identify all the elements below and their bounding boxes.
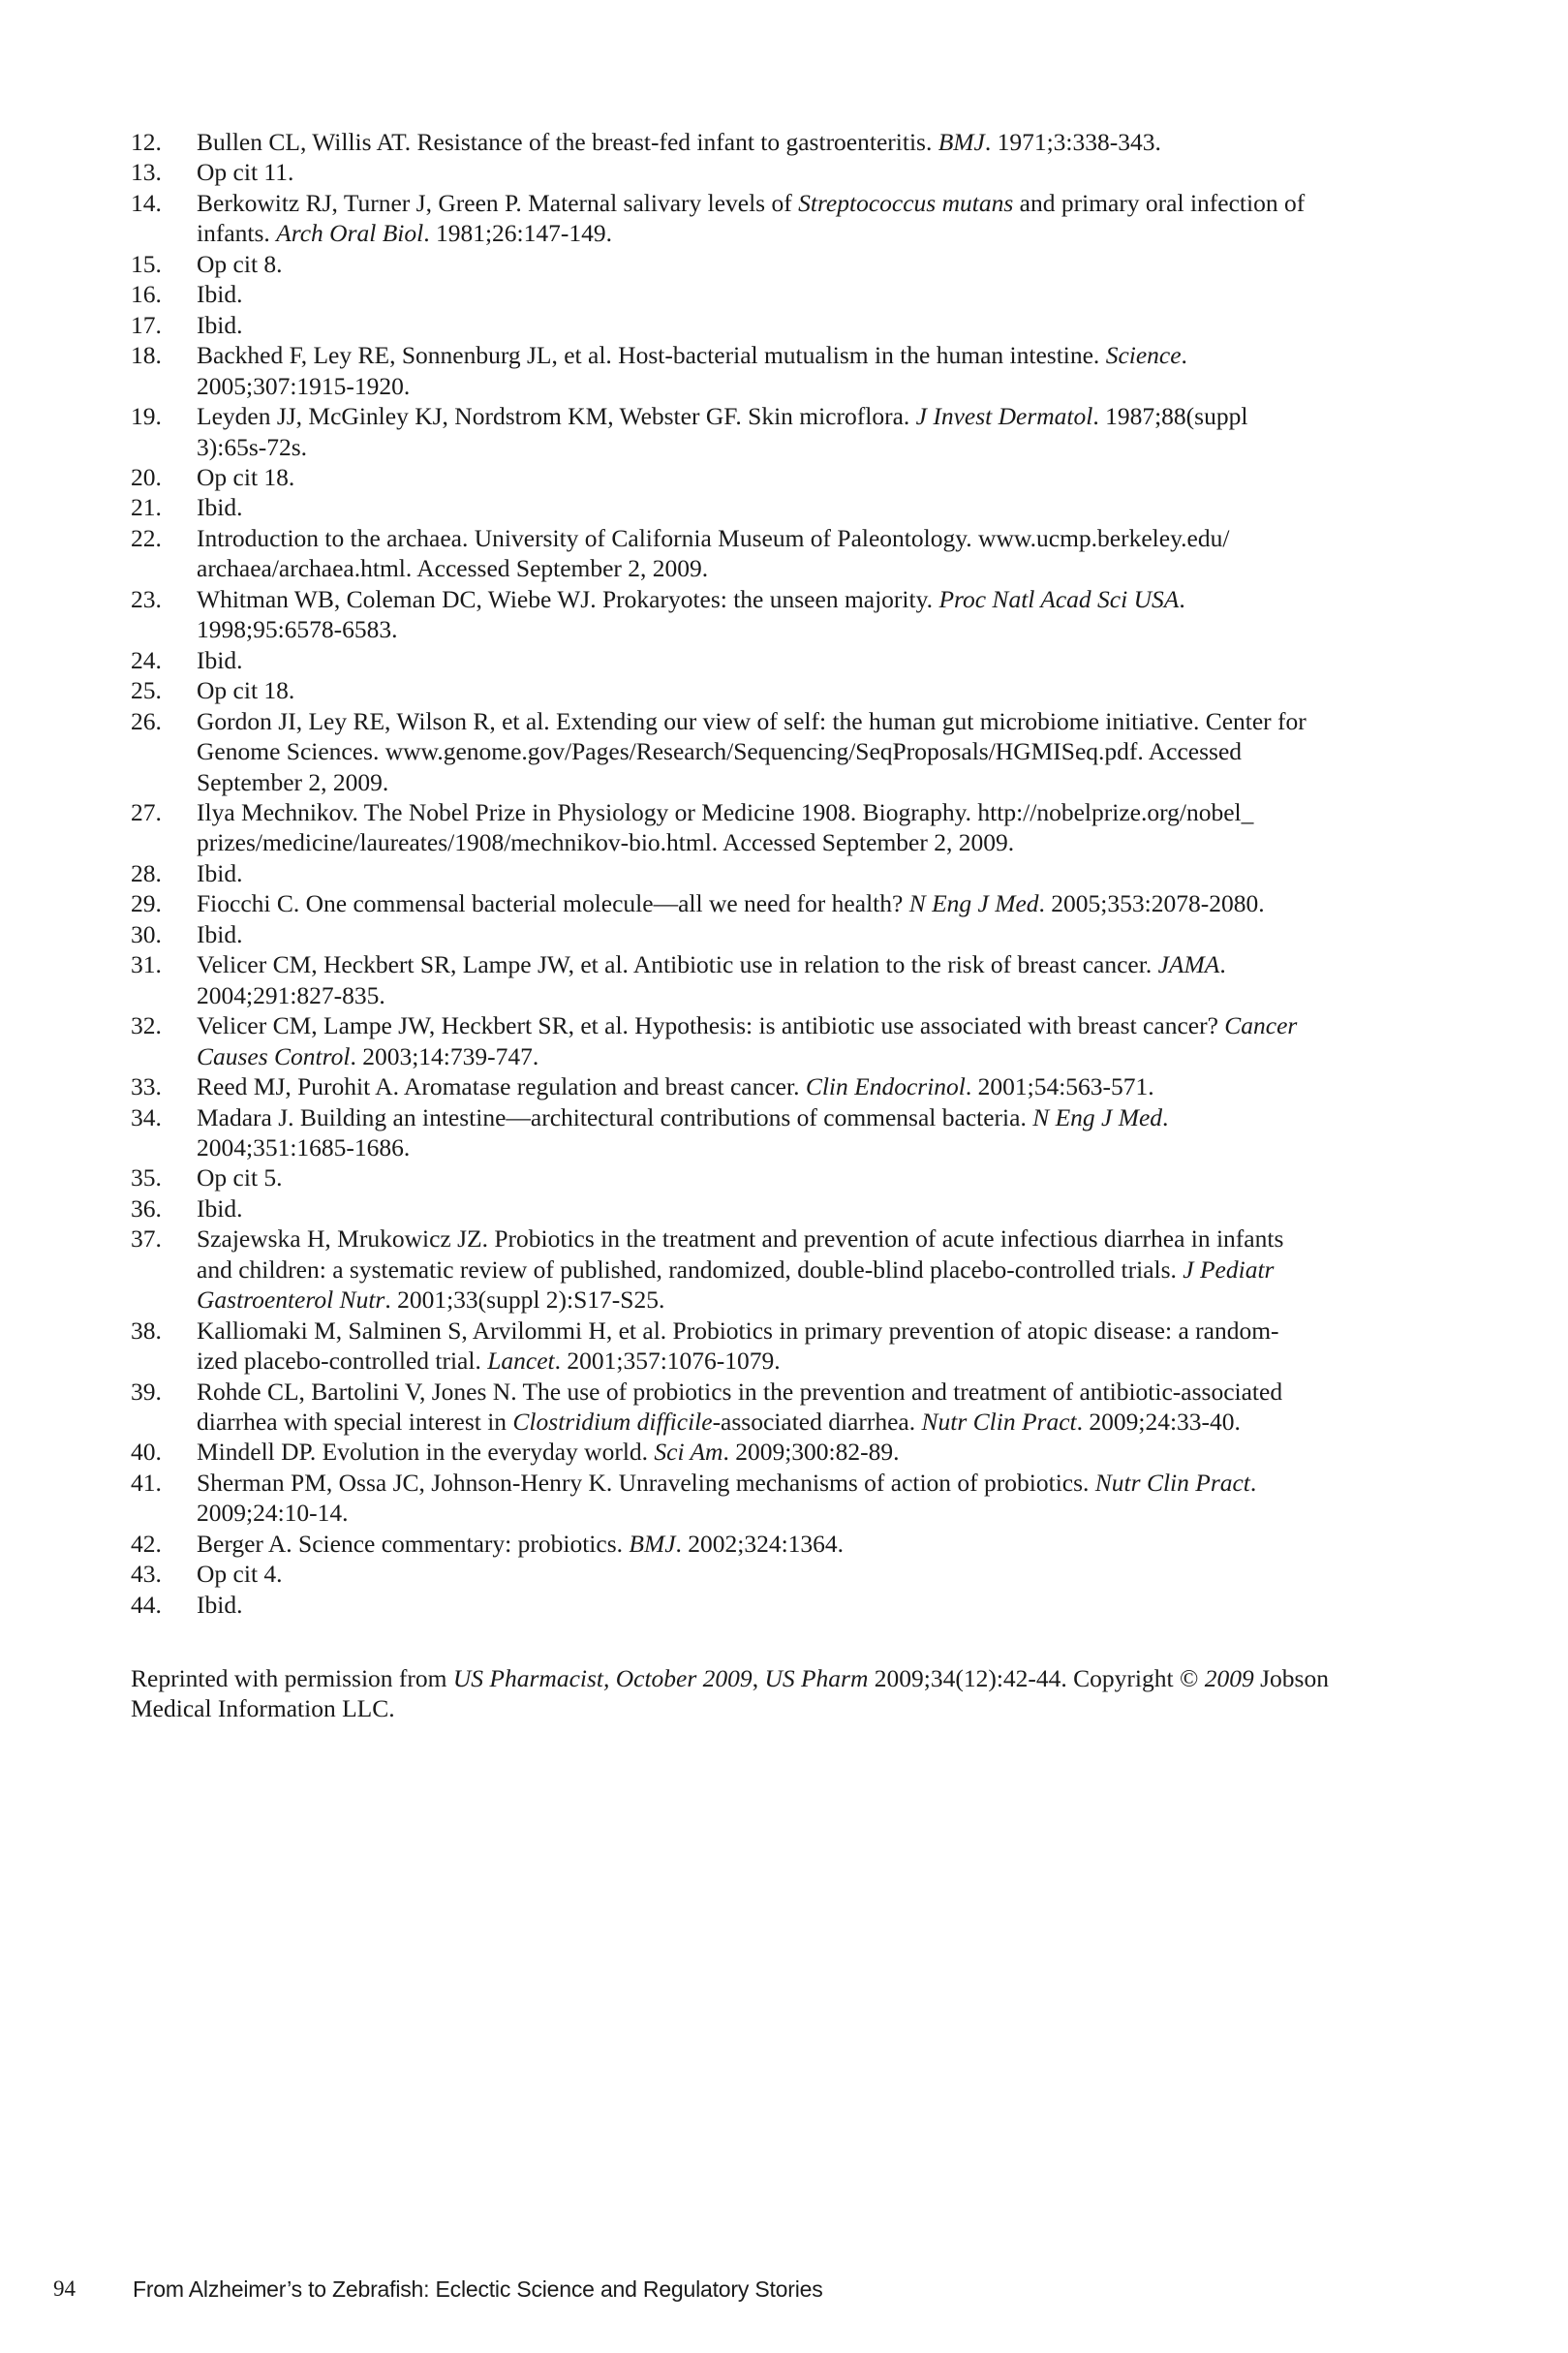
reference-number: 24. — [131, 645, 162, 674]
reference-text — [197, 706, 1429, 797]
text-line — [197, 127, 1429, 157]
citation-text: . 2009;300:82-89. — [723, 1438, 900, 1467]
text-line — [197, 1162, 1429, 1192]
text-line — [197, 614, 1429, 644]
citation-text: Fiocchi C. One commensal bacterial molecule—all we need for health? — [197, 889, 909, 918]
reference-text — [197, 1529, 1429, 1559]
reference-number: 33. — [131, 1072, 162, 1101]
reprint-notice — [131, 1663, 1429, 1724]
citation-text: Medical Information LLC. — [131, 1694, 395, 1723]
italic-citation-text: J Pediatr — [1183, 1254, 1275, 1284]
citation-text: . — [1219, 950, 1226, 979]
reference-text — [197, 462, 1429, 492]
italic-citation-text: J Invest Dermatol — [915, 402, 1093, 431]
reference-number: 22. — [131, 523, 162, 552]
text-line — [197, 980, 1429, 1010]
citation-text: . — [1162, 1102, 1169, 1131]
citation-text: 2004;291:827-835. — [197, 980, 385, 1009]
reference-item — [131, 401, 1429, 462]
text-line — [197, 157, 1429, 187]
reference-text — [197, 797, 1429, 858]
citation-text: . 2001;54:563-571. — [965, 1072, 1154, 1101]
text-line — [197, 1010, 1429, 1040]
citation-text: Ibid. — [197, 1193, 243, 1223]
reference-number: 40. — [131, 1438, 162, 1467]
page-footer — [0, 2275, 1568, 2306]
citation-text: Op cit 8. — [197, 249, 283, 278]
book-title: From Alzheimer’s to Zebrafish: Eclectic Science and Regulatory Stories — [133, 2276, 823, 2302]
reference-item — [131, 645, 1429, 675]
italic-citation-text: 2009 — [1204, 1664, 1254, 1692]
reference-number: 31. — [131, 950, 162, 979]
text-line — [197, 218, 1429, 248]
text-line — [131, 1663, 1429, 1693]
italic-citation-text: Nutr Clin Pract — [921, 1408, 1077, 1437]
reference-item — [131, 188, 1429, 249]
text-line — [197, 1102, 1429, 1132]
reference-item — [131, 279, 1429, 309]
reference-item — [131, 675, 1429, 705]
reference-item — [131, 919, 1429, 949]
reference-text — [197, 249, 1429, 279]
reference-number: 39. — [131, 1377, 162, 1406]
reference-number: 36. — [131, 1193, 162, 1223]
citation-text: Madara J. Building an intestine—architectural contributions of commensal bacteria. — [197, 1102, 1033, 1131]
reference-text — [197, 1162, 1429, 1192]
text-line — [131, 1693, 1429, 1723]
text-line — [197, 340, 1429, 370]
reference-number: 19. — [131, 402, 162, 431]
reference-item — [131, 1437, 1429, 1467]
citation-text: Ibid. — [197, 858, 243, 887]
citation-text: Berkowitz RJ, Turner J, Green P. Maternal salivary levels of — [197, 188, 799, 217]
citation-text: ized placebo-controlled trial. — [197, 1347, 488, 1376]
italic-citation-text: US Pharm — [764, 1664, 869, 1692]
text-line — [197, 736, 1429, 766]
reference-number: 43. — [131, 1560, 162, 1589]
citation-text: -associated diarrhea. — [712, 1408, 922, 1437]
text-line — [197, 310, 1429, 340]
citation-text: diarrhea with special interest in — [197, 1408, 513, 1437]
italic-citation-text: Lancet — [487, 1347, 555, 1376]
citation-text: Sherman PM, Ossa JC, Johnson-Henry K. Unraveling mechanisms of action of probiotics. — [197, 1468, 1095, 1497]
italic-citation-text: Science — [1105, 341, 1182, 370]
reference-text — [197, 157, 1429, 187]
text-line — [197, 1254, 1429, 1285]
citation-text: 2004;351:1685-1686. — [197, 1132, 411, 1161]
reference-item — [131, 249, 1429, 279]
citation-text: Kalliomaki M, Salminen S, Arvilommi H, et al. Probiotics in primary prevention of atopic disease: a random- — [197, 1316, 1279, 1345]
reference-item — [131, 1316, 1429, 1377]
italic-citation-text: Arch Oral Biol — [276, 219, 424, 248]
citation-text: . 2001;357:1076-1079. — [554, 1347, 781, 1376]
reference-item — [131, 1071, 1429, 1101]
reference-number: 42. — [131, 1529, 162, 1558]
reference-number: 32. — [131, 1011, 162, 1040]
citation-text: Ibid. — [197, 280, 243, 309]
text-line — [197, 797, 1429, 827]
reference-item — [131, 706, 1429, 797]
italic-citation-text: Nutr Clin Pract — [1094, 1468, 1250, 1497]
citation-text: Velicer CM, Lampe JW, Heckbert SR, et al. Hypothesis: is antibiotic use associated with breast cancer? — [197, 1011, 1225, 1040]
reference-item — [131, 157, 1429, 187]
citation-text: Ibid. — [197, 310, 243, 339]
reference-item — [131, 858, 1429, 888]
text-line — [197, 371, 1429, 401]
citation-text: Bullen CL, Willis AT. Resistance of the breast-fed infant to gastroenteritis. — [197, 128, 938, 156]
citation-text: Op cit 11. — [197, 158, 294, 187]
citation-text: 2009;24:10-14. — [197, 1499, 349, 1528]
citation-text: . 1981;26:147-149. — [423, 219, 612, 248]
reference-item — [131, 1193, 1429, 1223]
reference-item — [131, 310, 1429, 340]
reference-text — [197, 401, 1429, 462]
reference-text — [197, 340, 1429, 401]
reference-item — [131, 1162, 1429, 1192]
reference-number: 35. — [131, 1163, 162, 1192]
text-line — [197, 919, 1429, 949]
citation-text: Ibid. — [197, 1590, 243, 1619]
reference-number: 20. — [131, 462, 162, 491]
text-line — [197, 949, 1429, 979]
citation-text: Genome Sciences. www.genome.gov/Pages/Research/Sequencing/SeqProposals/HGMISeq.pdf. Accessed — [197, 737, 1243, 766]
citation-text: Leyden JJ, McGinley KJ, Nordstrom KM, Webster GF. Skin microflora. — [197, 402, 916, 431]
citation-text: Szajewska H, Mrukowicz JZ. Probiotics in the treatment and prevention of acute infectious diarrhea in infants — [197, 1224, 1284, 1254]
reference-item — [131, 584, 1429, 645]
text-line — [197, 1559, 1429, 1589]
citation-text: . — [1249, 1468, 1257, 1497]
text-line — [197, 858, 1429, 888]
reference-text — [197, 919, 1429, 949]
citation-text: . 2003;14:739-747. — [350, 1041, 539, 1070]
reference-text — [197, 1377, 1429, 1438]
text-line — [197, 1223, 1429, 1254]
citation-text: Velicer CM, Heckbert SR, Lampe JW, et al. Antibiotic use in relation to the risk of breast cancer. — [197, 950, 1158, 979]
italic-citation-text: Proc Natl Acad Sci USA — [938, 584, 1180, 613]
citation-text: September 2, 2009. — [197, 767, 389, 796]
reference-item — [131, 523, 1429, 584]
reference-text — [197, 584, 1429, 645]
reference-text — [197, 188, 1429, 249]
text-line — [197, 767, 1429, 797]
italic-citation-text: JAMA — [1157, 950, 1220, 979]
italic-citation-text: BMJ — [629, 1529, 676, 1558]
reference-item — [131, 888, 1429, 918]
text-line — [197, 888, 1429, 918]
reference-item — [131, 1559, 1429, 1589]
citation-text: prizes/medicine/laureates/1908/mechnikov-bio.html. Accessed September 2, 2009. — [197, 828, 1015, 857]
reference-item — [131, 1590, 1429, 1620]
reference-text — [197, 1071, 1429, 1101]
citation-text: . — [1181, 341, 1187, 370]
reference-number: 25. — [131, 676, 162, 705]
text-line — [197, 553, 1429, 583]
text-line — [197, 432, 1429, 462]
reference-text — [197, 1590, 1429, 1620]
reference-number: 16. — [131, 280, 162, 309]
italic-citation-text: Streptococcus mutans — [798, 188, 1014, 217]
reference-text — [197, 888, 1429, 918]
citation-text: . 2002;324:1364. — [675, 1529, 845, 1558]
text-line — [197, 1285, 1429, 1315]
reference-item — [131, 949, 1429, 1010]
italic-citation-text: Gastroenterol Nutr — [197, 1285, 385, 1315]
citation-text: 3):65s-72s. — [197, 432, 308, 461]
reference-text — [197, 127, 1429, 157]
text-line — [197, 675, 1429, 705]
text-line — [197, 492, 1429, 522]
citation-text: Op cit 18. — [197, 676, 295, 705]
text-line — [197, 1346, 1429, 1376]
citation-text: and children: a systematic review of published, randomized, double-blind placebo-controlled trials. — [197, 1254, 1184, 1284]
italic-citation-text: Causes Control — [197, 1041, 351, 1070]
text-line — [197, 1407, 1429, 1437]
reference-text — [197, 1010, 1429, 1071]
italic-citation-text: Sci Am — [654, 1438, 723, 1467]
reference-number: 13. — [131, 158, 162, 187]
reference-text — [197, 1193, 1429, 1223]
text-line — [197, 1590, 1429, 1620]
reference-number: 18. — [131, 341, 162, 370]
citation-text: Reprinted with permission from — [131, 1664, 453, 1692]
text-line — [197, 706, 1429, 736]
reference-item — [131, 1223, 1429, 1315]
reference-text — [197, 949, 1429, 1010]
reference-number: 12. — [131, 128, 162, 156]
citation-text: and primary oral infection of — [1013, 188, 1306, 217]
reference-text — [197, 1559, 1429, 1589]
text-line — [197, 1498, 1429, 1528]
citation-text: archaea/archaea.html. Accessed September 2, 2009. — [197, 554, 709, 583]
text-line — [197, 1316, 1429, 1346]
page-number: 94 — [53, 2276, 76, 2301]
citation-text: Op cit 4. — [197, 1560, 283, 1589]
italic-citation-text: Clostridium difficile — [512, 1408, 713, 1437]
citation-text: Op cit 5. — [197, 1163, 283, 1192]
text-line — [197, 1071, 1429, 1101]
reference-number: 29. — [131, 889, 162, 918]
reference-number: 26. — [131, 706, 162, 735]
italic-citation-text: US Pharmacist, October 2009 — [452, 1664, 753, 1692]
reference-text — [197, 645, 1429, 675]
reference-text — [197, 492, 1429, 522]
reference-text — [197, 279, 1429, 309]
text-line — [197, 462, 1429, 492]
reference-text — [197, 675, 1429, 705]
citation-text: Reed MJ, Purohit A. Aromatase regulation and breast cancer. — [197, 1072, 806, 1101]
reference-number: 23. — [131, 584, 162, 613]
citation-text: Introduction to the archaea. University of California Museum of Paleontology. www.ucmp.berkeley.edu/ — [197, 523, 1230, 552]
reference-item — [131, 1468, 1429, 1529]
citation-text: Jobson — [1253, 1664, 1329, 1692]
citation-text: Backhed F, Ley RE, Sonnenburg JL, et al. Host-bacterial mutualism in the human intestine. — [197, 341, 1106, 370]
reference-item — [131, 1102, 1429, 1163]
italic-citation-text: N Eng J Med — [908, 889, 1039, 918]
text-line — [197, 584, 1429, 614]
text-line — [197, 188, 1429, 218]
text-line — [197, 249, 1429, 279]
text-line — [197, 827, 1429, 857]
italic-citation-text: Cancer — [1224, 1011, 1298, 1040]
text-line — [197, 1132, 1429, 1162]
reference-number: 38. — [131, 1316, 162, 1345]
reference-number: 17. — [131, 310, 162, 339]
citation-text: . 1987;88(suppl — [1092, 402, 1248, 431]
reference-list — [131, 127, 1429, 1620]
citation-text: Ilya Mechnikov. The Nobel Prize in Physiology or Medicine 1908. Biography. http://nobelprize.org/nobel_ — [197, 797, 1254, 826]
reference-number: 41. — [131, 1468, 162, 1497]
reference-text — [197, 1102, 1429, 1163]
reference-number: 15. — [131, 249, 162, 278]
reference-item — [131, 1377, 1429, 1438]
reference-item — [131, 1010, 1429, 1071]
citation-text: Ibid. — [197, 645, 243, 674]
text-line — [197, 645, 1429, 675]
reference-number: 28. — [131, 858, 162, 887]
text-line — [197, 1529, 1429, 1559]
reference-number: 30. — [131, 919, 162, 948]
italic-citation-text: Clin Endocrinol — [805, 1072, 966, 1101]
reference-item — [131, 127, 1429, 157]
reference-number: 44. — [131, 1590, 162, 1619]
citation-text: . 2005;353:2078-2080. — [1038, 889, 1265, 918]
text-line — [197, 401, 1429, 431]
citation-text: . 2001;33(suppl 2):S17-S25. — [384, 1285, 665, 1315]
reference-number: 21. — [131, 493, 162, 522]
reference-item — [131, 340, 1429, 401]
citation-text: . 1971;3:338-343. — [984, 128, 1161, 156]
reference-text — [197, 310, 1429, 340]
citation-text: infants. — [197, 219, 277, 248]
text-line — [197, 1437, 1429, 1467]
italic-citation-text: N Eng J Med — [1032, 1102, 1163, 1131]
reference-number: 14. — [131, 188, 162, 217]
text-line — [197, 523, 1429, 553]
text-line — [197, 1041, 1429, 1071]
reference-number: 34. — [131, 1102, 162, 1131]
reference-text — [197, 1316, 1429, 1377]
reference-text — [197, 1468, 1429, 1529]
text-line — [197, 1377, 1429, 1407]
reference-text — [197, 858, 1429, 888]
reference-number: 37. — [131, 1224, 162, 1254]
reference-item — [131, 797, 1429, 858]
citation-text: . — [1179, 584, 1185, 613]
reference-item — [131, 1529, 1429, 1559]
reference-item — [131, 462, 1429, 492]
citation-text: Op cit 18. — [197, 462, 295, 491]
reference-text — [197, 523, 1429, 584]
citation-text: Rohde CL, Bartolini V, Jones N. The use of probiotics in the prevention and treatment of antibiotic-associated — [197, 1377, 1283, 1406]
text-line — [197, 279, 1429, 309]
citation-text: Ibid. — [197, 919, 243, 948]
citation-text: Whitman WB, Coleman DC, Wiebe WJ. Prokaryotes: the unseen majority. — [197, 584, 939, 613]
citation-text: 2005;307:1915-1920. — [197, 371, 411, 400]
citation-text: Gordon JI, Ley RE, Wilson R, et al. Extending our view of self: the human gut microbiome initiative. Center for — [197, 706, 1307, 735]
text-line — [197, 1193, 1429, 1223]
citation-text: 1998;95:6578-6583. — [197, 615, 398, 644]
reference-number: 27. — [131, 797, 162, 826]
reference-text — [197, 1223, 1429, 1315]
text-line — [197, 1468, 1429, 1498]
reference-item — [131, 492, 1429, 522]
citation-text: Berger A. Science commentary: probiotics. — [197, 1529, 630, 1558]
italic-citation-text: BMJ — [938, 128, 985, 156]
citation-text: , — [752, 1664, 765, 1692]
citation-text: 2009;34(12):42-44. Copyright © — [868, 1664, 1205, 1692]
reference-text — [197, 1437, 1429, 1467]
citation-text: . 2009;24:33-40. — [1076, 1408, 1241, 1437]
citation-text: Mindell DP. Evolution in the everyday world. — [197, 1438, 655, 1467]
citation-text: Ibid. — [197, 493, 243, 522]
